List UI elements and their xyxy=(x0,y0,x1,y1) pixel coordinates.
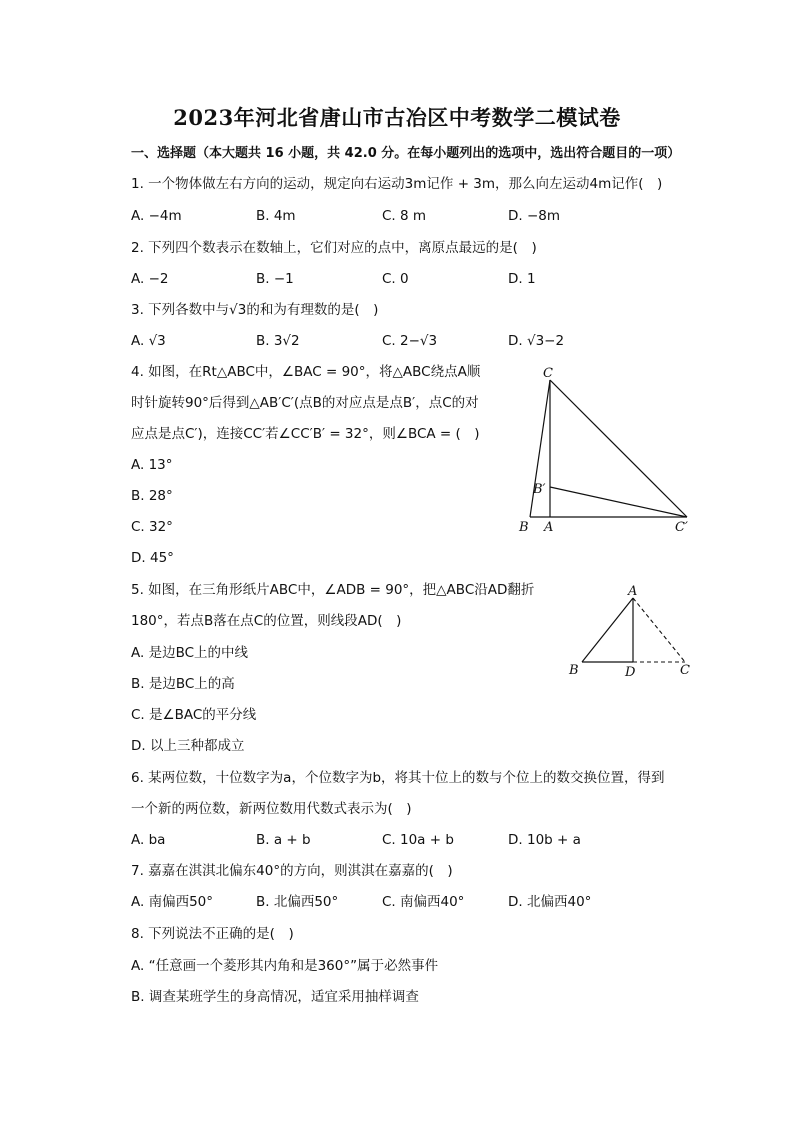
question-5-stem-line2: 180°，若点B落在点C的位置，则线段AD( ) xyxy=(131,613,402,629)
label-c-prime: C′ xyxy=(675,520,688,535)
question-5-stem-line1: 5. 如图，在三角形纸片ABC中，∠ADB = 90°，把△ABC沿AD翻折 xyxy=(131,582,535,598)
segment-cc-prime xyxy=(550,380,687,517)
q1-option-d[interactable]: D. −8m xyxy=(508,208,561,224)
q4-option-d[interactable]: D. 45° xyxy=(131,550,174,566)
q5-option-a[interactable]: A. 是边BC上的中线 xyxy=(131,645,249,661)
q7-option-c[interactable]: C. 南偏西40° xyxy=(382,894,465,910)
q2-option-b[interactable]: B. −1 xyxy=(256,271,294,287)
exam-title: 2023年河北省唐山市古冶区中考数学二模试卷 xyxy=(173,105,621,130)
q8-option-b[interactable]: B. 调查某班学生的身高情况，适宜采用抽样调查 xyxy=(131,989,419,1005)
label-c: C xyxy=(543,366,553,381)
q1-option-c[interactable]: C. 8 m xyxy=(382,208,427,224)
q6-option-d[interactable]: D. 10b + a xyxy=(508,832,581,848)
question-8-stem: 8. 下列说法不正确的是( ) xyxy=(131,926,294,942)
q6-option-c[interactable]: C. 10a + b xyxy=(382,832,454,848)
question-2-stem: 2. 下列四个数表示在数轴上，它们对应的点中，离原点最远的是( ) xyxy=(131,240,537,256)
question-4-figure xyxy=(505,360,705,540)
q7-option-d[interactable]: D. 北偏西40° xyxy=(508,894,592,910)
q3-option-b[interactable]: B. 3√2 xyxy=(256,333,300,349)
q3-option-a[interactable]: A. √3 xyxy=(131,333,166,349)
q6-option-b[interactable]: B. a + b xyxy=(256,832,311,848)
q1-option-b[interactable]: B. 4m xyxy=(256,208,296,224)
question-4-stem-line1: 4. 如图，在Rt△ABC中，∠BAC = 90°，将△ABC绕点A顺 xyxy=(131,364,481,380)
question-6-stem-line1: 6. 某两位数，十位数字为a，个位数字为b，将其十位上的数与个位上的数交换位置，得到 xyxy=(131,770,665,786)
q4-option-c[interactable]: C. 32° xyxy=(131,519,173,535)
label-b: B xyxy=(569,663,579,678)
question-4-stem-line2: 时针旋转90°后得到△AB′C′(点B的对应点是点B′，点C的对 xyxy=(131,395,479,411)
question-7-stem: 7. 嘉嘉在淇淇北偏东40°的方向，则淇淇在嘉嘉的( ) xyxy=(131,863,453,879)
label-a: A xyxy=(544,520,554,535)
question-5-figure xyxy=(560,580,700,680)
label-b: B xyxy=(519,520,529,535)
q5-option-d[interactable]: D. 以上三种都成立 xyxy=(131,738,245,754)
segment-ac-dashed xyxy=(633,598,685,662)
q7-option-a[interactable]: A. 南偏西50° xyxy=(131,894,214,910)
q4-option-b[interactable]: B. 28° xyxy=(131,488,173,504)
segment-ab xyxy=(582,598,633,662)
q3-option-d[interactable]: D. √3−2 xyxy=(508,333,565,349)
q6-option-a[interactable]: A. ba xyxy=(131,832,166,848)
q3-option-c[interactable]: C. 2−√3 xyxy=(382,333,438,349)
segment-b-prime-c-prime xyxy=(550,487,687,517)
q1-option-a[interactable]: A. −4m xyxy=(131,208,182,224)
question-4-stem-line3: 应点是点C′)，连接CC′若∠CC′B′ = 32°，则∠BCA = ( ) xyxy=(131,426,480,442)
q2-option-d[interactable]: D. 1 xyxy=(508,271,536,287)
question-1-stem: 1. 一个物体做左右方向的运动，规定向右运动3m记作 + 3m，那么向左运动4m记作( ) xyxy=(131,176,663,192)
q5-option-b[interactable]: B. 是边BC上的高 xyxy=(131,676,235,692)
q4-option-a[interactable]: A. 13° xyxy=(131,457,173,473)
q2-option-c[interactable]: C. 0 xyxy=(382,271,409,287)
q5-option-c[interactable]: C. 是∠BAC的平分线 xyxy=(131,707,257,723)
q8-option-a[interactable]: A. “任意画一个菱形其内角和是360°”属于必然事件 xyxy=(131,958,439,974)
q7-option-b[interactable]: B. 北偏西50° xyxy=(256,894,339,910)
question-3-stem: 3. 下列各数中与√3的和为有理数的是( ) xyxy=(131,302,379,318)
q2-option-a[interactable]: A. −2 xyxy=(131,271,169,287)
label-d: D xyxy=(625,665,636,680)
section-heading: 一、选择题（本大题共 16 小题，共 42.0 分。在每小题列出的选项中，选出符合题目的一项） xyxy=(131,146,681,161)
label-c: C xyxy=(680,663,690,678)
label-b-prime: B′ xyxy=(533,482,546,497)
label-a: A xyxy=(628,584,638,599)
question-6-stem-line2: 一个新的两位数，新两位数用代数式表示为( ) xyxy=(131,801,412,817)
